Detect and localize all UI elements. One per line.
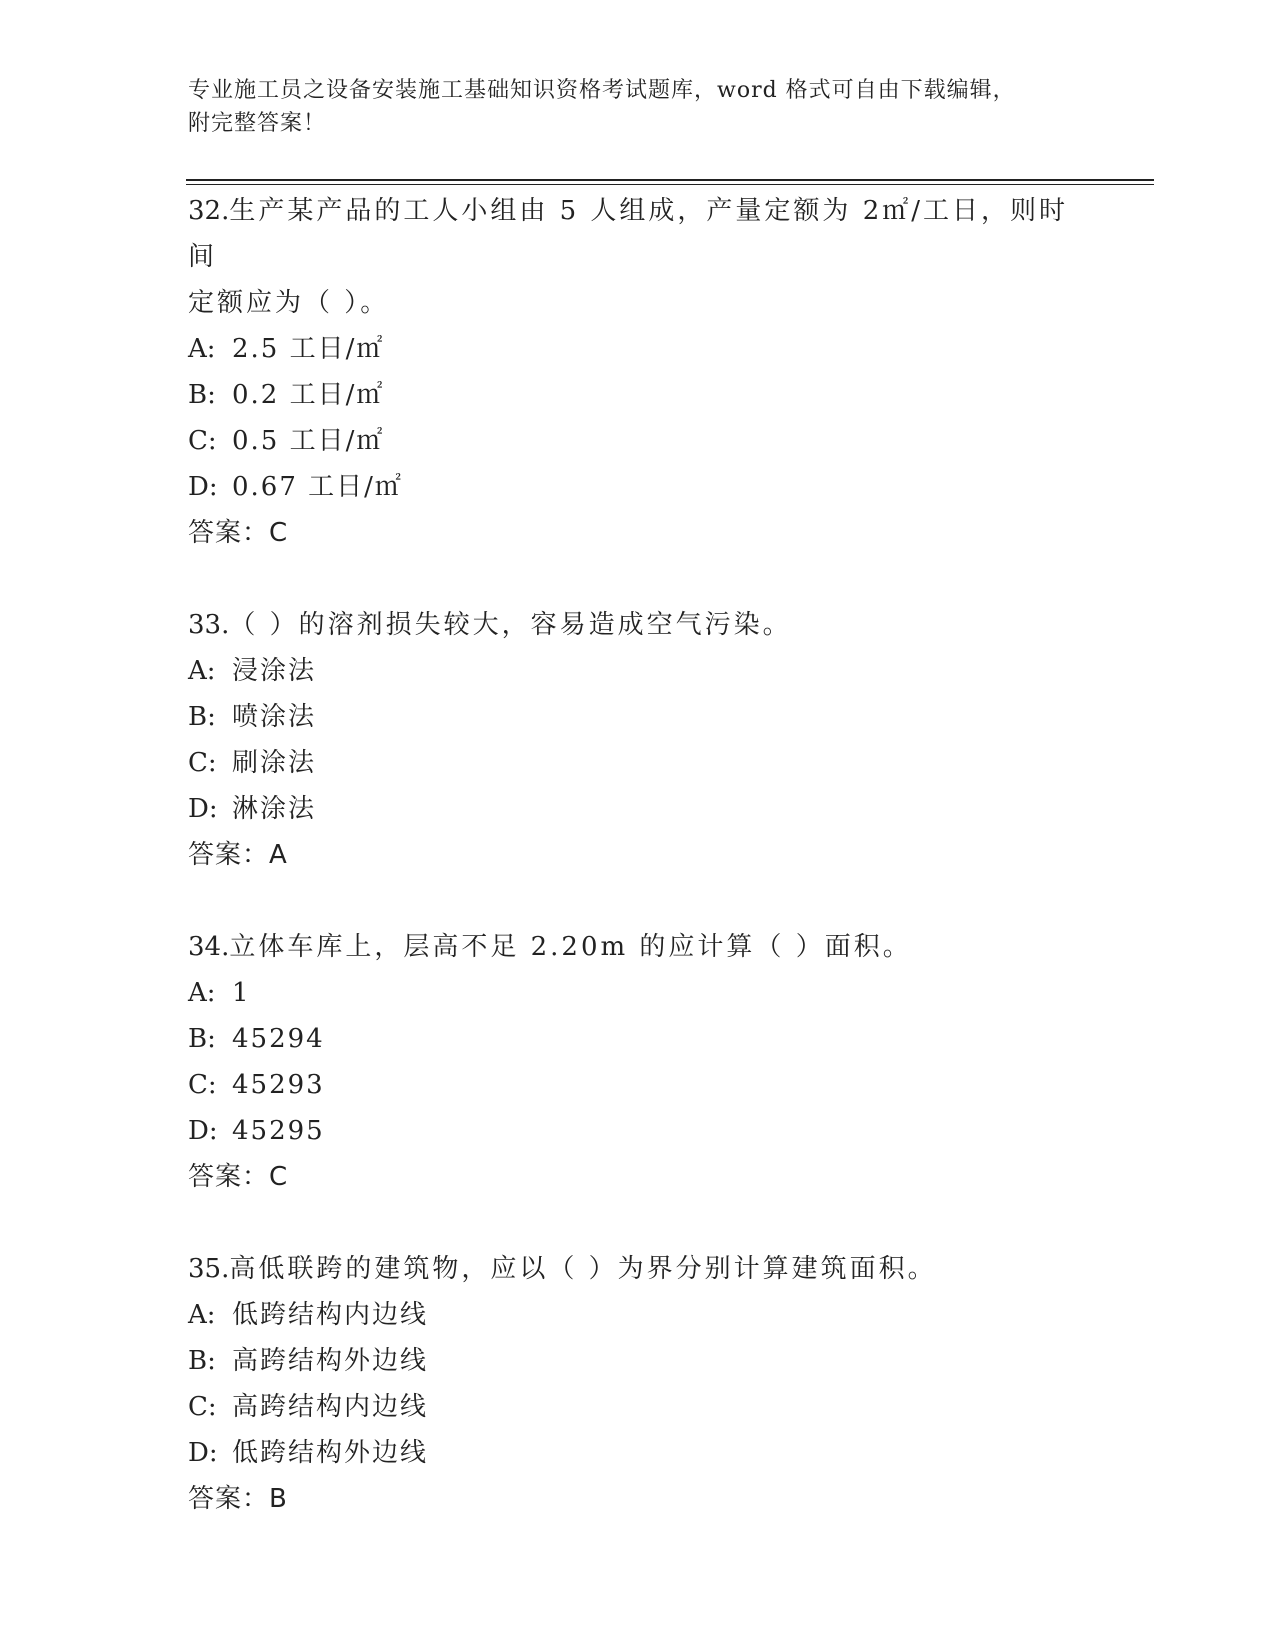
question-stem (188, 188, 1088, 280)
option-b (188, 1016, 1088, 1062)
option-d (188, 786, 1088, 832)
option-label: C: (188, 426, 217, 456)
option-label: D: (188, 1438, 218, 1468)
option-label: A: (188, 1300, 216, 1330)
question-stem (188, 602, 1088, 648)
option-text: 刷涂法 (232, 748, 317, 778)
option-text: 45293 (232, 1070, 325, 1100)
question-32 (188, 188, 1088, 556)
option-text: 淋涂法 (232, 794, 317, 824)
option-c (188, 1062, 1088, 1108)
option-text: 45295 (232, 1116, 325, 1146)
question-stem-line-1: 立体车库上，层高不足 2.20m 的应计算（ ）面积。 (229, 932, 912, 962)
answer-line: 答案：B (188, 1484, 288, 1514)
option-label: B: (188, 702, 216, 732)
answer-line: 答案：C (188, 1162, 289, 1192)
option-d (188, 1108, 1088, 1154)
question-list (188, 188, 1088, 1568)
option-d (188, 464, 1088, 510)
option-c (188, 1384, 1088, 1430)
option-text: 0.2 工日/㎡ (232, 380, 385, 410)
option-text: 浸涂法 (232, 656, 317, 686)
header-line-1: 专业施工员之设备安装施工基础知识资格考试题库，word 格式可自由下载编辑， (188, 78, 1016, 103)
question-stem-line-2: 定额应为（ ）。 (188, 288, 390, 318)
question-35 (188, 1246, 1088, 1522)
option-label: D: (188, 472, 218, 502)
option-text: 高跨结构内边线 (232, 1392, 429, 1422)
option-text: 喷涂法 (232, 702, 317, 732)
option-a (188, 970, 1088, 1016)
option-label: C: (188, 748, 217, 778)
option-label: A: (188, 978, 216, 1008)
option-b (188, 1338, 1088, 1384)
question-stem-line-1: 高低联跨的建筑物，应以（ ）为界分别计算建筑面积。 (229, 1254, 937, 1284)
question-number: 33. (188, 610, 230, 640)
answer-line: 答案：A (188, 840, 288, 870)
option-c (188, 418, 1088, 464)
option-text: 0.67 工日/㎡ (232, 472, 403, 502)
option-label: D: (188, 1116, 218, 1146)
question-34 (188, 924, 1088, 1200)
option-label: C: (188, 1392, 217, 1422)
option-text: 0.5 工日/㎡ (232, 426, 385, 456)
option-label: A: (188, 656, 216, 686)
option-label: D: (188, 794, 218, 824)
question-stem-line-1: （ ）的溶剂损失较大，容易造成空气污染。 (229, 610, 792, 640)
option-a (188, 1292, 1088, 1338)
option-b (188, 694, 1088, 740)
option-text: 1 (232, 978, 251, 1008)
question-number: 34. (188, 932, 230, 962)
option-a (188, 326, 1088, 372)
option-text: 2.5 工日/㎡ (232, 334, 385, 364)
question-stem (188, 1246, 1088, 1292)
header-line-2: 附完整答案！ (188, 111, 327, 136)
question-stem-line-1: 生产某产品的工人小组由 5 人组成，产量定额为 2㎡/工日，则时间 (188, 196, 1068, 272)
question-stem (188, 924, 1088, 970)
question-number: 32. (188, 196, 230, 226)
option-a (188, 648, 1088, 694)
header-divider (186, 179, 1154, 185)
document-header (188, 74, 1088, 140)
option-d (188, 1430, 1088, 1476)
option-text: 低跨结构外边线 (232, 1438, 429, 1468)
option-c (188, 740, 1088, 786)
option-label: C: (188, 1070, 217, 1100)
option-label: B: (188, 1346, 216, 1376)
option-text: 高跨结构外边线 (232, 1346, 429, 1376)
option-label: A: (188, 334, 216, 364)
answer-line: 答案：C (188, 518, 289, 548)
option-label: B: (188, 380, 216, 410)
option-text: 低跨结构内边线 (232, 1300, 429, 1330)
question-number: 35. (188, 1254, 230, 1284)
option-label: B: (188, 1024, 216, 1054)
question-33 (188, 602, 1088, 878)
option-b (188, 372, 1088, 418)
option-text: 45294 (232, 1024, 325, 1054)
